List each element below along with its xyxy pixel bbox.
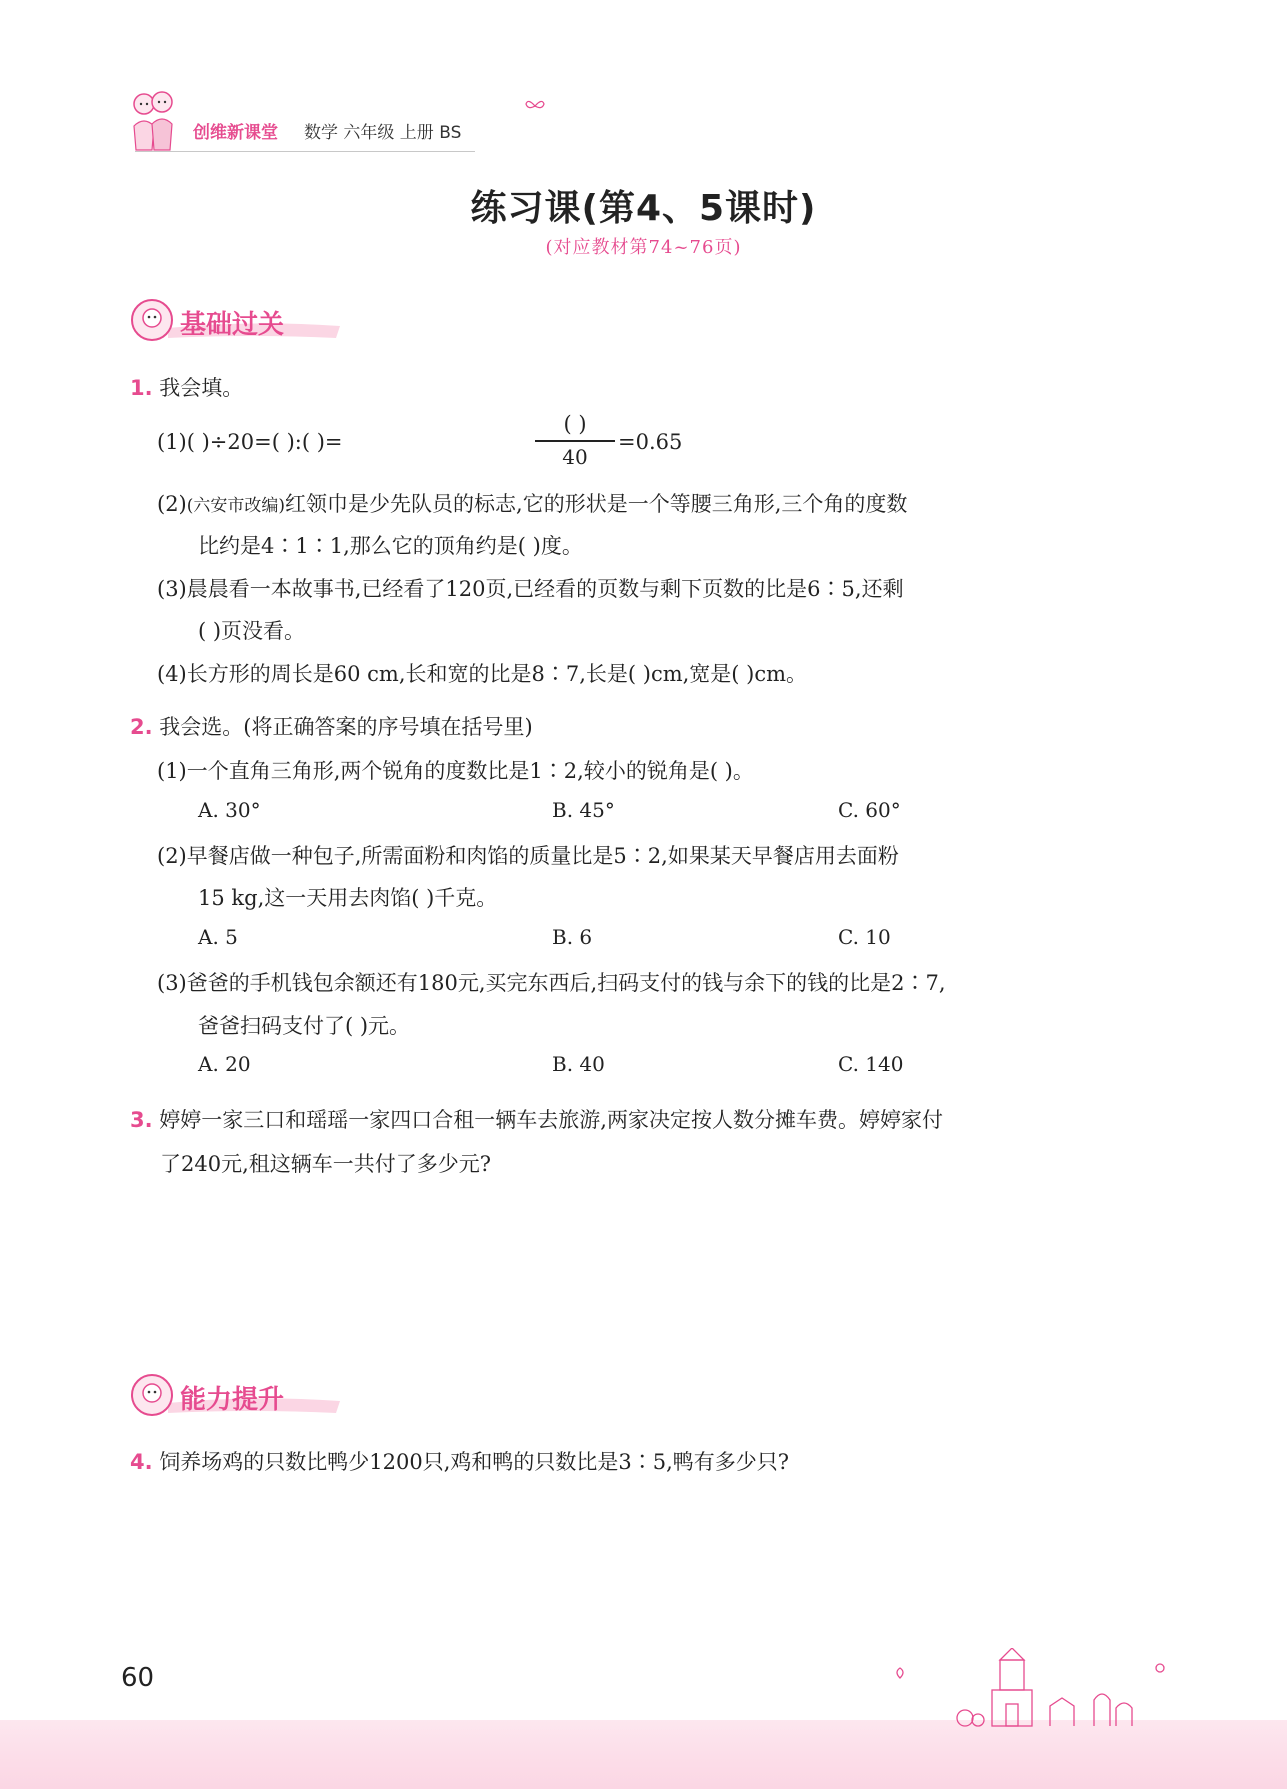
q1-part2-line2: 比约是4∶1∶1,那么它的顶角约是( )度。 <box>198 534 583 558</box>
q2-part3-option-c: C. 140 <box>838 1052 904 1076</box>
q4-text: 饲养场鸡的只数比鸭少1200只,鸡和鸭的只数比是3∶5,鸭有多少只? <box>159 1450 790 1474</box>
q1-part1-fraction <box>535 412 615 469</box>
q1-prompt-text: 我会填。 <box>159 376 244 400</box>
q1-part3-line1: (3)晨晨看一本故事书,已经看了120页,已经看的页数与剩下页数的比是6∶5,还剩 <box>157 577 904 601</box>
q3-text-line1: 婷婷一家三口和瑶瑶一家四口合租一辆车去旅游,两家决定按人数分摊车费。婷婷家付 <box>159 1108 943 1132</box>
fraction-denominator: 40 <box>562 444 588 469</box>
q3-line2: 了240元,租这辆车一共付了多少元? <box>160 1152 492 1176</box>
page-title: 练习课(第4、5课时) <box>470 188 817 229</box>
butterfly-icon <box>524 98 546 114</box>
q2-part3-option-a: A. 20 <box>198 1052 251 1076</box>
q2-part3-option-b: B. 40 <box>552 1052 605 1076</box>
brand-name: 创维新课堂 <box>193 123 278 143</box>
section-basic <box>128 298 348 344</box>
q1-part2-label: (2) <box>157 492 187 516</box>
q2-part3-line1: (3)爸爸的手机钱包余额还有180元,买完东西后,扫码支付的钱与余下的钱的比是2∶7, <box>157 971 946 995</box>
q1-part1-left: (1)( )÷20=( ):( )= <box>157 430 343 454</box>
q1-part2-source: (六安市改编) <box>186 496 286 516</box>
fraction-bar <box>535 440 615 442</box>
q1-part2-text: 红领巾是少先队员的标志,它的形状是一个等腰三角形,三个角的度数 <box>285 492 908 516</box>
footer-band <box>0 1720 1287 1789</box>
q2-part1-option-a: A. 30° <box>198 798 261 822</box>
q2-prompt <box>130 711 533 741</box>
section-basic-label: 基础过关 <box>180 310 285 340</box>
fraction-numerator: ( ) <box>563 412 587 436</box>
q2-number: 2. <box>130 715 153 739</box>
q1-number: 1. <box>130 376 153 400</box>
castle-decoration-icon <box>880 1648 1180 1728</box>
q1-prompt <box>130 372 243 402</box>
q2-part2-option-a: A. 5 <box>198 925 238 949</box>
q3-number: 3. <box>130 1108 153 1132</box>
q4-number: 4. <box>130 1450 153 1474</box>
q4-line <box>130 1446 789 1476</box>
q2-part1-option-c: C. 60° <box>838 798 901 822</box>
page-subtitle: (对应教材第74~76页) <box>545 237 742 258</box>
q2-part1-option-b: B. 45° <box>552 798 615 822</box>
q2-part2-option-c: C. 10 <box>838 925 891 949</box>
q1-part2-line1 <box>157 488 907 518</box>
q2-part2-option-b: B. 6 <box>552 925 593 949</box>
section-advanced-label: 能力提升 <box>180 1385 285 1415</box>
q2-prompt-text: 我会选。(将正确答案的序号填在括号里) <box>159 715 533 739</box>
header-divider <box>135 151 475 152</box>
q2-part2-line1: (2)早餐店做一种包子,所需面粉和肉馅的质量比是5∶2,如果某天早餐店用去面粉 <box>157 844 899 868</box>
subject-info: 数学 六年级 上册 BS <box>304 123 462 143</box>
page-number: 60 <box>121 1663 155 1693</box>
q2-part2-line2: 15 kg,这一天用去肉馅( )千克。 <box>198 886 498 910</box>
section-advanced <box>128 1373 348 1419</box>
kids-cartoon-icon <box>128 86 178 154</box>
q1-part4: (4)长方形的周长是60 cm,长和宽的比是8∶7,长是( )cm,宽是( )cm。 <box>157 662 808 686</box>
q3-line1 <box>130 1104 943 1134</box>
q2-part1: (1)一个直角三角形,两个锐角的度数比是1∶2,较小的锐角是( )。 <box>157 759 754 783</box>
q2-part3-line2: 爸爸扫码支付了( )元。 <box>198 1014 411 1038</box>
q1-part1-right: =0.65 <box>618 430 683 454</box>
q1-part3-line2: ( )页没看。 <box>198 619 306 643</box>
